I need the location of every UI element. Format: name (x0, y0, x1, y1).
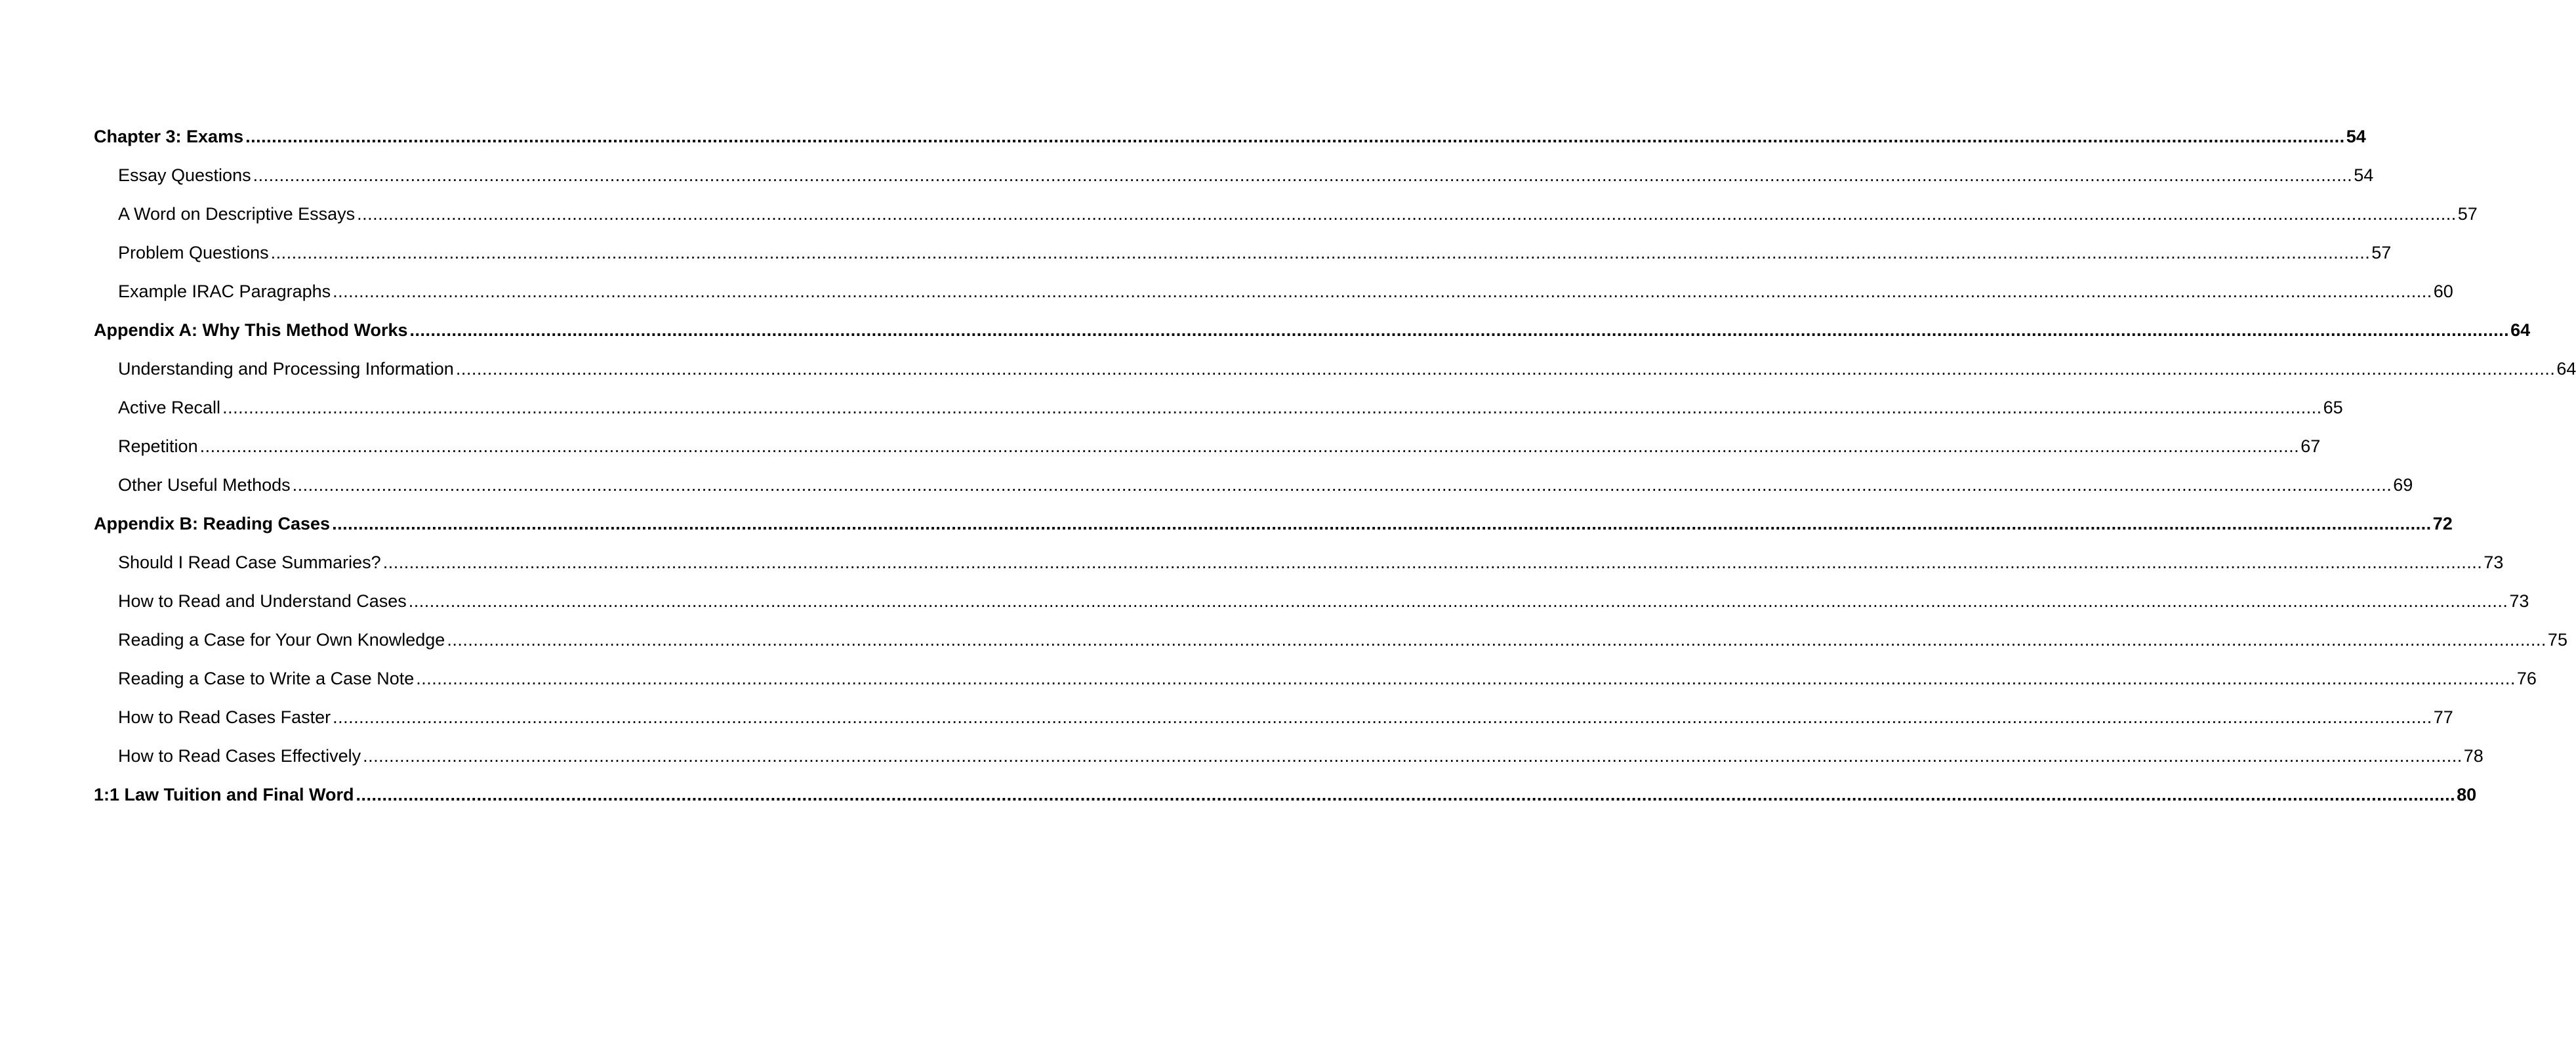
toc-dot-leader: ................................................................................................................................................................................................................................................................................................................................................................................................................ (253, 165, 2353, 185)
toc-section-entry[interactable] (94, 240, 2392, 278)
toc-section-entry[interactable] (94, 433, 2321, 472)
toc-dot-leader: ................................................................................................................................................................................................................................................................................................................................................................................................................ (333, 707, 2432, 727)
toc-page-number: 67 (2300, 436, 2321, 456)
toc-dot-leader: ................................................................................................................................................................................................................................................................................................................................................................................................................ (455, 359, 2556, 379)
toc-dot-leader: ................................................................................................................................................................................................................................................................................................................................................................................................................ (447, 630, 2546, 650)
table-of-contents (94, 123, 2576, 820)
toc-page-number: 77 (2433, 707, 2453, 727)
toc-dot-leader: ................................................................................................................................................................................................................................................................................................................................................................................................................ (292, 475, 2392, 495)
toc-dot-leader: ................................................................................................................................................................................................................................................................................................................................................................................................................ (222, 398, 2322, 417)
toc-page-number: 60 (2433, 281, 2453, 301)
toc-chapter-entry[interactable] (94, 782, 2477, 820)
toc-entry-title: Appendix B: Reading Cases (94, 514, 331, 533)
toc-page-number: 78 (2463, 746, 2484, 766)
toc-dot-leader: ................................................................................................................................................................................................................................................................................................................................................................................................................ (408, 591, 2508, 611)
toc-entry-title: Chapter 3: Exams (94, 127, 244, 146)
toc-dot-leader: ................................................................................................................................................................................................................................................................................................................................................................................................................ (357, 204, 2457, 224)
toc-section-entry[interactable] (94, 201, 2478, 240)
toc-section-entry[interactable] (94, 627, 2567, 665)
toc-chapter-entry[interactable] (94, 123, 2366, 162)
toc-dot-leader: ................................................................................................................................................................................................................................................................................................................................................................................................................ (270, 243, 2371, 262)
toc-section-entry[interactable] (94, 356, 2576, 394)
toc-entry-title: Example IRAC Paragraphs (118, 281, 331, 301)
toc-page-number: 57 (2371, 243, 2392, 262)
toc-section-entry[interactable] (94, 588, 2529, 627)
toc-section-entry[interactable] (94, 549, 2504, 588)
toc-entry-title: Reading a Case to Write a Case Note (118, 669, 415, 688)
toc-page-number: 57 (2457, 204, 2478, 224)
toc-page-number: 76 (2516, 669, 2537, 688)
toc-page-number: 69 (2393, 475, 2413, 495)
toc-entry-title: Reading a Case for Your Own Knowledge (118, 630, 445, 650)
toc-page-number: 73 (2484, 552, 2504, 572)
toc-section-entry[interactable] (94, 394, 2343, 433)
toc-entry-title: Repetition (118, 436, 198, 456)
toc-dot-leader: ................................................................................................................................................................................................................................................................................................................................................................................................................ (332, 514, 2432, 533)
toc-dot-leader: ................................................................................................................................................................................................................................................................................................................................................................................................................ (382, 552, 2483, 572)
toc-page-number: 54 (2354, 165, 2374, 185)
toc-page-number: 75 (2547, 630, 2567, 650)
toc-section-entry[interactable] (94, 162, 2374, 201)
toc-entry-title: How to Read and Understand Cases (118, 591, 407, 611)
toc-page-number: 80 (2457, 785, 2477, 804)
toc-dot-leader: ................................................................................................................................................................................................................................................................................................................................................................................................................ (416, 669, 2516, 688)
toc-chapter-entry[interactable] (94, 511, 2453, 549)
toc-page-number: 72 (2432, 514, 2453, 533)
toc-entry-title: Appendix A: Why This Method Works (94, 320, 408, 340)
toc-entry-title: A Word on Descriptive Essays (118, 204, 356, 224)
toc-page-number: 73 (2509, 591, 2529, 611)
toc-page-number: 65 (2323, 398, 2343, 417)
toc-section-entry[interactable] (94, 278, 2453, 317)
toc-entry-title: Active Recall (118, 398, 221, 417)
toc-entry-title: How to Read Cases Effectively (118, 746, 361, 766)
toc-entry-title: 1:1 Law Tuition and Final Word (94, 785, 354, 804)
toc-entry-title: Problem Questions (118, 243, 269, 262)
toc-section-entry[interactable] (94, 472, 2413, 511)
toc-entry-title: How to Read Cases Faster (118, 707, 331, 727)
toc-dot-leader: ................................................................................................................................................................................................................................................................................................................................................................................................................ (245, 127, 2345, 146)
toc-dot-leader: ................................................................................................................................................................................................................................................................................................................................................................................................................ (199, 436, 2300, 456)
toc-chapter-entry[interactable] (94, 317, 2531, 356)
toc-dot-leader: ................................................................................................................................................................................................................................................................................................................................................................................................................ (363, 746, 2463, 766)
toc-section-entry[interactable] (94, 665, 2537, 704)
toc-entry-title: Understanding and Processing Information (118, 359, 454, 379)
toc-page-number: 64 (2510, 320, 2531, 340)
toc-page-number: 54 (2346, 127, 2366, 146)
toc-entry-title: Essay Questions (118, 165, 251, 185)
toc-dot-leader: ................................................................................................................................................................................................................................................................................................................................................................................................................ (356, 785, 2456, 804)
toc-entry-title: Should I Read Case Summaries? (118, 552, 381, 572)
toc-entry-title: Other Useful Methods (118, 475, 291, 495)
toc-section-entry[interactable] (94, 704, 2453, 743)
toc-section-entry[interactable] (94, 743, 2484, 782)
toc-dot-leader: ................................................................................................................................................................................................................................................................................................................................................................................................................ (333, 281, 2432, 301)
toc-page-number: 64 (2556, 359, 2576, 379)
toc-dot-leader: ................................................................................................................................................................................................................................................................................................................................................................................................................ (409, 320, 2510, 340)
